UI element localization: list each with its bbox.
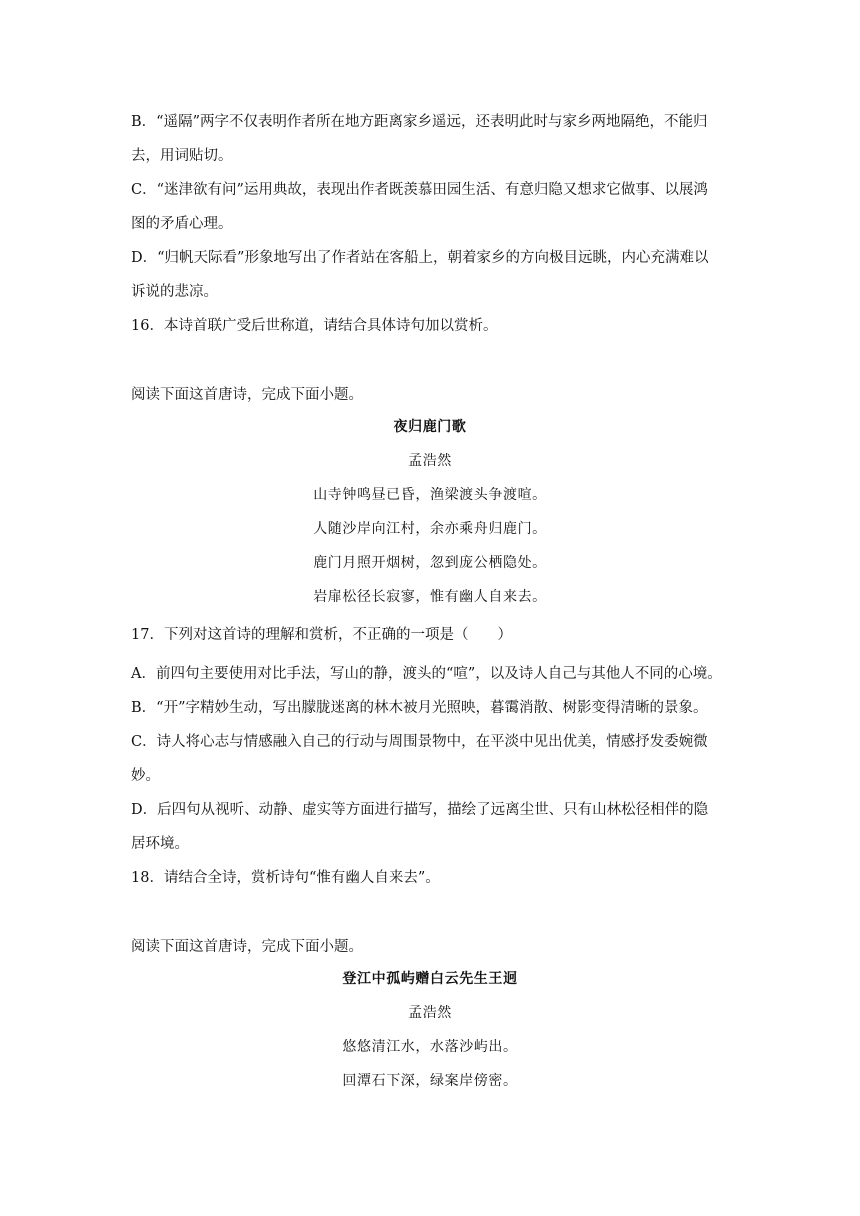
q17-option-a: A．前四句主要使用对比手法，写山的静，渡头的“喧”，以及诗人自己与其他人不同的心境。 [131,666,722,682]
question-18: 18．请结合全诗，赏析诗句“惟有幽人自来去”。 [131,870,440,886]
q17-option-c-line-2: 妙。 [131,768,160,784]
reading-intro-2: 阅读下面这首唐诗，完成下面小题。 [131,939,363,955]
poem1-title: 夜归鹿门歌 [393,419,467,435]
option-d-line-2: 诉说的悲凉。 [131,284,218,300]
q17-option-c-line-1: C．诗人将心志与情感融入自己的行动与周围景物中，在平淡中见出优美，情感抒发委婉微 [131,734,708,750]
poem2-line-1: 悠悠清江水，水落沙屿出。 [342,1039,518,1055]
poem2-author: 孟浩然 [408,1005,452,1021]
q17-option-b: B．“开”字精妙生动，写出朦胧迷离的林木被月光照映，暮霭消散、树影变得清晰的景象。 [131,700,708,716]
poem1-line-2: 人随沙岸向江村，余亦乘舟归鹿门。 [313,521,547,537]
option-c-line-1: C．“迷津欲有问”运用典故，表现出作者既羡慕田园生活、有意归隐又想求它做事、以展鸿 [131,182,708,198]
reading-intro-1: 阅读下面这首唐诗，完成下面小题。 [131,387,363,403]
poem2-title: 登江中孤屿赠白云先生王迥 [342,971,518,987]
option-c-line-2: 图的矛盾心理。 [131,216,233,232]
option-b-line-1: B．“遥隔”两字不仅表明作者所在地方距离家乡遥远，还表明此时与家乡两地隔绝，不能归 [131,114,708,130]
q17-option-d-line-2: 居环境。 [131,836,189,852]
option-d-line-1: D．“归帆天际看”形象地写出了作者站在客船上，朝着家乡的方向极目远眺，内心充满难以 [131,250,709,266]
option-b-line-2: 去，用词贴切。 [131,148,233,164]
poem1-line-4: 岩扉松径长寂寥，惟有幽人自来去。 [313,589,547,605]
question-16: 16．本诗首联广受后世称道，请结合具体诗句加以赏析。 [131,318,498,334]
question-17-stem: 17．下列对这首诗的理解和赏析，不正确的一项是（ ） [131,627,512,643]
poem1-line-3: 鹿门月照开烟树，忽到庞公栖隐处。 [313,555,547,571]
poem1-line-1: 山寺钟鸣昼已昏，渔梁渡头争渡喧。 [313,487,547,503]
poem1-author: 孟浩然 [408,453,452,469]
q17-option-d-line-1: D．后四句从视听、动静、虚实等方面进行描写，描绘了远离尘世、只有山林松径相伴的隐 [131,802,709,818]
poem2-line-2: 回潭石下深，绿案岸傍密。 [342,1073,518,1089]
